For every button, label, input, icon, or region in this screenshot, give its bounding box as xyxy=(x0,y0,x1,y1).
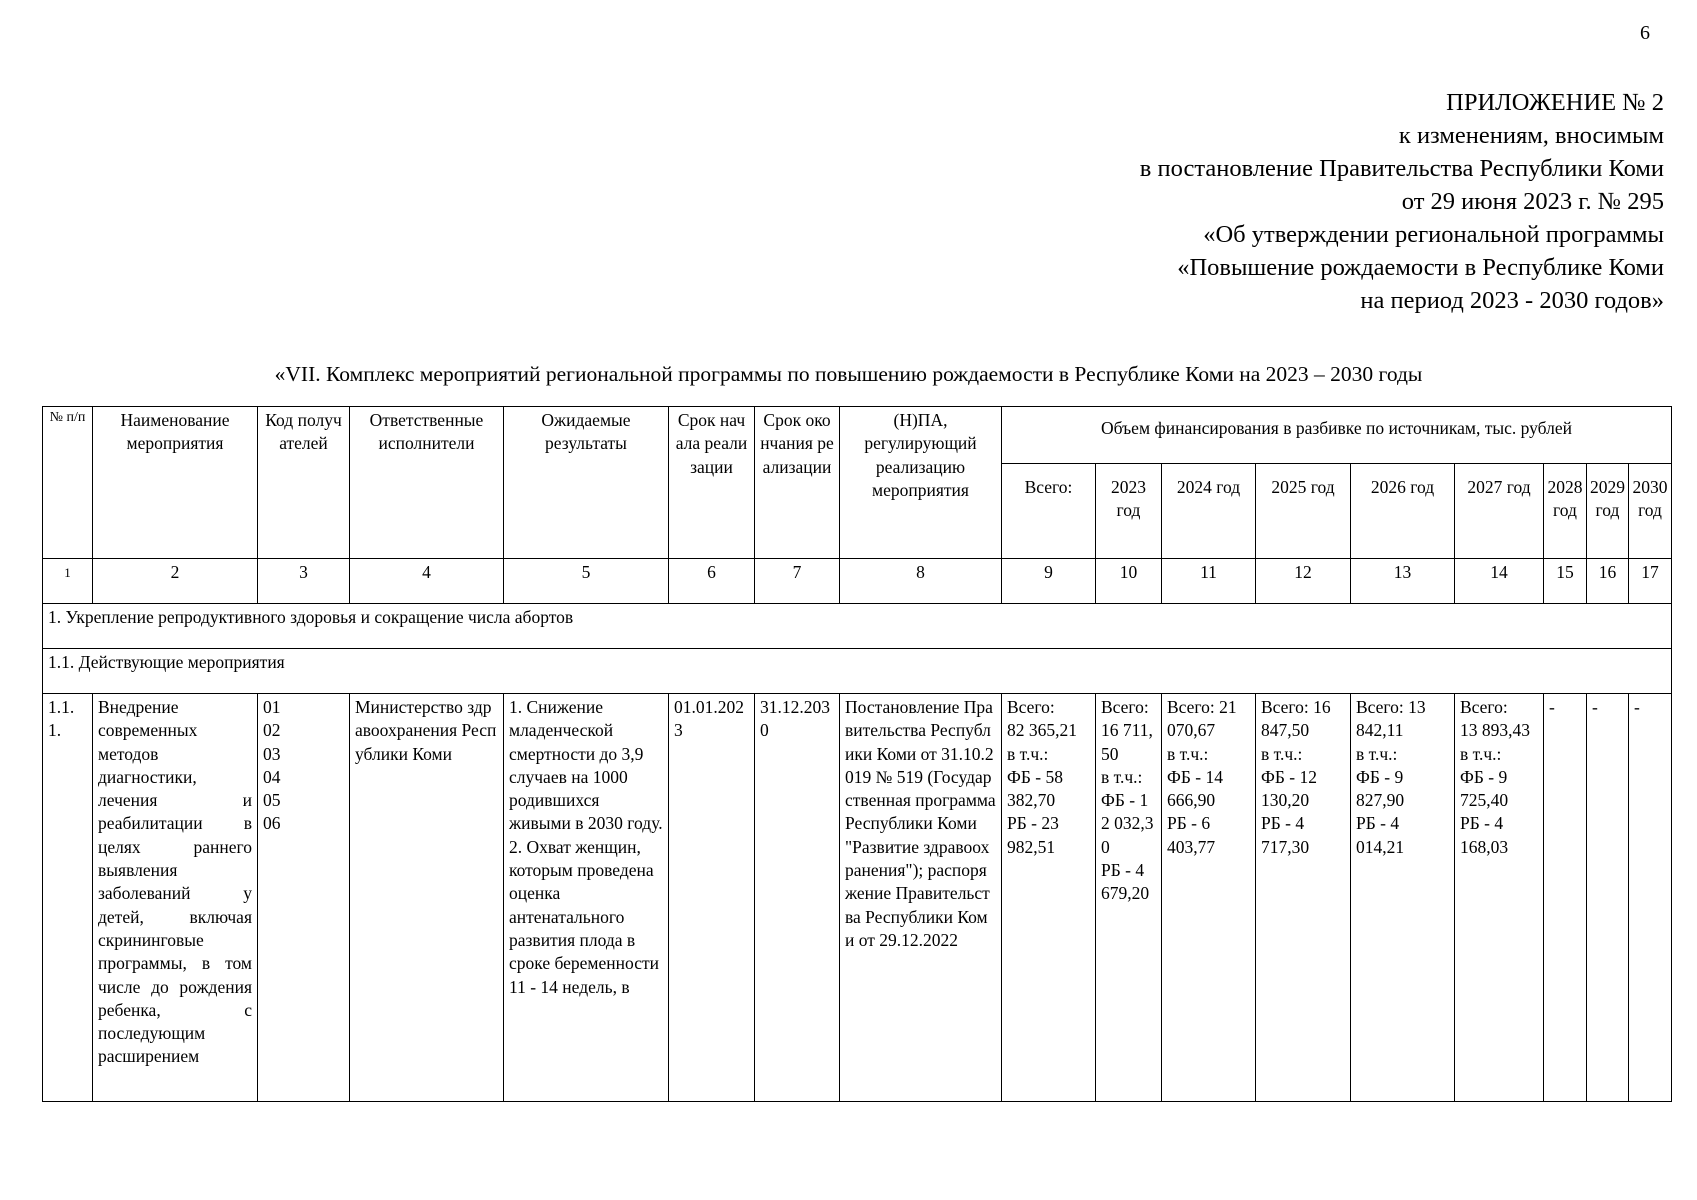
header-2025: 2025 год xyxy=(1256,464,1351,559)
header-2027: 2027 год xyxy=(1455,464,1544,559)
header-funding: Объем финансирования в разбивке по источникам, тыс. рублей xyxy=(1002,407,1672,464)
row-num: 1.1.1. xyxy=(43,694,93,1102)
header-total: Всего: xyxy=(1002,464,1096,559)
column-number: 3 xyxy=(258,559,350,604)
document-header xyxy=(764,86,1664,317)
row-codes: 01 02 03 04 05 06 xyxy=(258,694,350,1102)
column-number: 16 xyxy=(1587,559,1629,604)
column-number: 10 xyxy=(1096,559,1162,604)
header-line: «Об утверждении региональной программы xyxy=(1203,221,1664,248)
header-line: на период 2023 - 2030 годов» xyxy=(1360,287,1664,314)
header-2023: 2023 год xyxy=(1096,464,1162,559)
column-number: 6 xyxy=(669,559,755,604)
column-number: 1 xyxy=(43,559,93,604)
header-num: № п/п xyxy=(43,407,93,559)
row-2028: - xyxy=(1544,694,1587,1102)
column-number: 7 xyxy=(755,559,840,604)
header-npa: (Н)ПА, регулирующий реализацию мероприятия xyxy=(840,407,1002,559)
column-number: 15 xyxy=(1544,559,1587,604)
column-number: 8 xyxy=(840,559,1002,604)
row-2023: Всего: 16 711,50 в т.ч.: ФБ - 12 032,30 РБ - 4 679,20 xyxy=(1096,694,1162,1102)
subsection-heading: 1.1. Действующие мероприятия xyxy=(43,649,1672,694)
column-number: 2 xyxy=(93,559,258,604)
row-2026: Всего: 13 842,11 в т.ч.: ФБ - 9 827,90 РБ - 4 014,21 xyxy=(1351,694,1455,1102)
header-code: Код получателей xyxy=(258,407,350,559)
column-number: 17 xyxy=(1629,559,1672,604)
column-number: 13 xyxy=(1351,559,1455,604)
row-npa: Постановление Правительства Республики Коми от 31.10.2019 № 519 (Государственная программа Республики Коми "Развитие здравоохранения"); распоряжение Правительства Республики Коми от 29.12.2022 xyxy=(840,694,1002,1102)
header-end: Срок окончания реализации xyxy=(755,407,840,559)
row-start: 01.01.2023 xyxy=(669,694,755,1102)
column-number: 9 xyxy=(1002,559,1096,604)
header-2029: 2029 год xyxy=(1587,464,1629,559)
row-2027: Всего: 13 893,43 в т.ч.: ФБ - 9 725,40 РБ - 4 168,03 xyxy=(1455,694,1544,1102)
column-number: 11 xyxy=(1162,559,1256,604)
row-2025: Всего: 16 847,50 в т.ч.: ФБ - 12 130,20 РБ - 4 717,30 xyxy=(1256,694,1351,1102)
row-results: 1. Снижение младенческой смертности до 3,9 случаев на 1000 родившихся живыми в 2030 году. 2. Охват женщин, которым проведена оценка антенатального развития плода в сроке беременности 11 - 14 недель, в xyxy=(504,694,669,1102)
header-2030: 2030 год xyxy=(1629,464,1672,559)
row-responsible: Министерство здравоохранения Республики Коми xyxy=(350,694,504,1102)
header-2028: 2028 год xyxy=(1544,464,1587,559)
header-results: Ожидаемые результаты xyxy=(504,407,669,559)
row-2024: Всего: 21 070,67 в т.ч.: ФБ - 14 666,90 РБ - 6 403,77 xyxy=(1162,694,1256,1102)
row-2030: - xyxy=(1629,694,1672,1102)
activities-table xyxy=(42,406,1672,1102)
column-number: 12 xyxy=(1256,559,1351,604)
row-name: Внедрение современных методов диагностики, лечения и реабилитации в целях раннего выявления заболеваний у детей, включая скрининговые программы, в том числе до рождения ребенка, с последующим расширением xyxy=(93,694,258,1102)
row-end: 31.12.2030 xyxy=(755,694,840,1102)
row-2029: - xyxy=(1587,694,1629,1102)
table-row xyxy=(43,694,1672,1102)
page-number: 6 xyxy=(1640,22,1650,44)
header-start: Срок начала реализации xyxy=(669,407,755,559)
header-line: к изменениям, вносимым xyxy=(1398,122,1664,149)
header-2024: 2024 год xyxy=(1162,464,1256,559)
header-line: «Повышение рождаемости в Республике Коми xyxy=(1177,254,1664,281)
header-2026: 2026 год xyxy=(1351,464,1455,559)
column-number: 4 xyxy=(350,559,504,604)
table-title: «VII. Комплекс мероприятий региональной программы по повышению рождаемости в Республике Коми на 2023 – 2030 годы xyxy=(274,362,1423,386)
section-heading: 1. Укрепление репродуктивного здоровья и сокращение числа абортов xyxy=(43,604,1672,649)
header-line: от 29 июня 2023 г. № 295 xyxy=(1401,188,1664,215)
header-name: Наименование мероприятия xyxy=(93,407,258,559)
column-number: 5 xyxy=(504,559,669,604)
column-number: 14 xyxy=(1455,559,1544,604)
header-responsible: Ответственные исполнители xyxy=(350,407,504,559)
column-number-row xyxy=(43,559,1672,604)
appendix-title: ПРИЛОЖЕНИЕ № 2 xyxy=(1446,89,1664,116)
header-line: в постановление Правительства Республики Коми xyxy=(1139,155,1664,182)
row-total: Всего: 82 365,21 в т.ч.: ФБ - 58 382,70 РБ - 23 982,51 xyxy=(1002,694,1096,1102)
